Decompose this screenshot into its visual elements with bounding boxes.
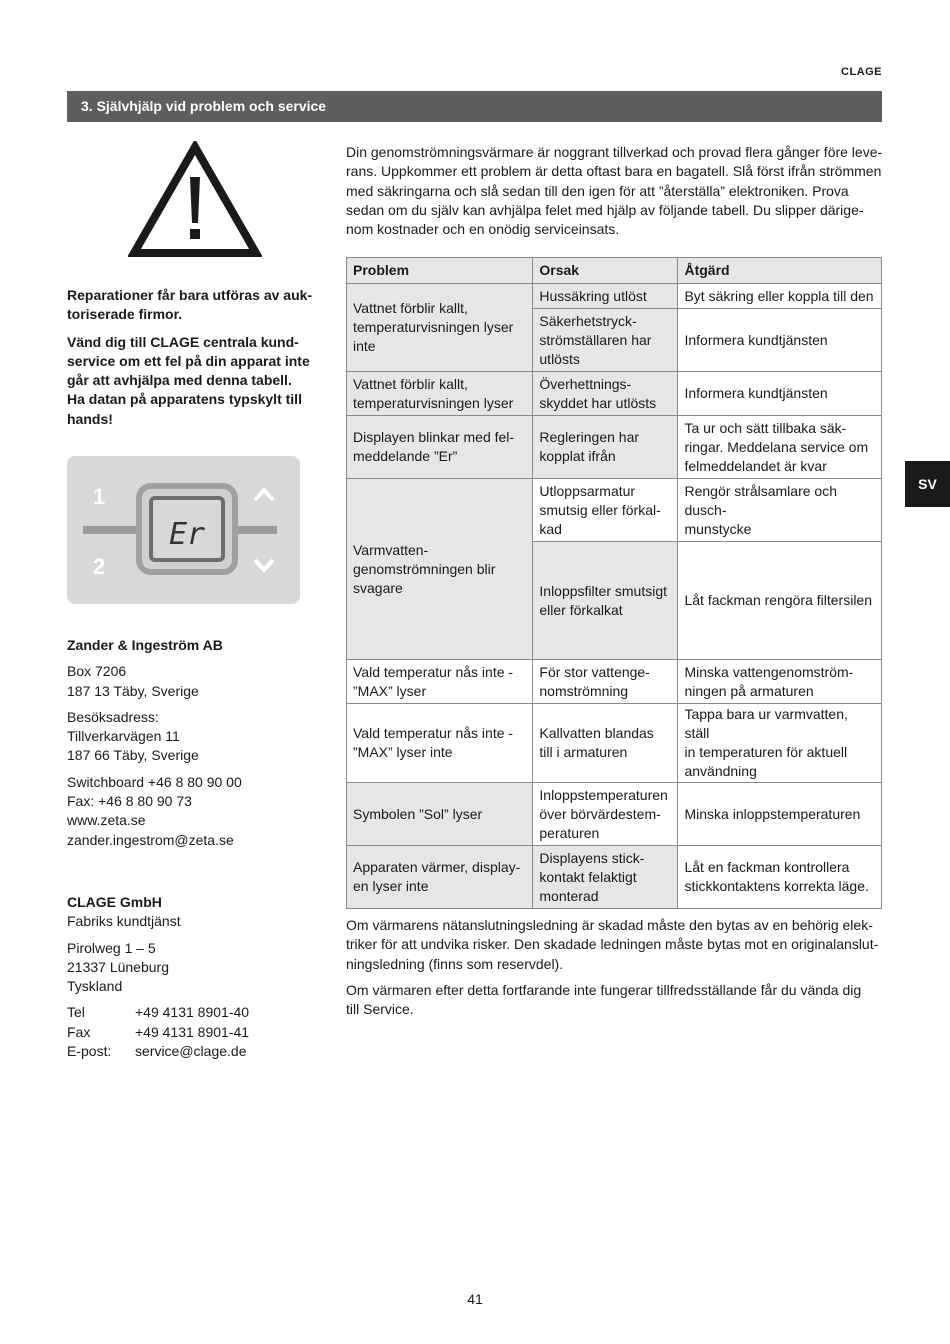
closing-note-1: Om värmarens nätanslutningsledning är skadad måste den bytas av en behörig elek- triker för att undvika risker. Den skadade ledningen måste bytas mot en originalanslut- ningsledning (finns som reservdel). (346, 917, 879, 972)
problem-cell: Apparaten värmer, display- en lyser inte (347, 846, 533, 909)
cause-cell: Hussäkring utlöst (533, 284, 678, 309)
cause-cell: Överhettnings- skyddet har utlösts (533, 372, 678, 416)
table-row (347, 783, 882, 846)
closing-notes (346, 916, 886, 1026)
chevron-down-icon (255, 560, 273, 570)
page-number: 41 (467, 1291, 483, 1307)
action-cell: Låt fackman rengöra filtersilen (678, 542, 882, 660)
brand-label: CLAGE (841, 66, 882, 78)
action-cell: Minska vattengenomström- ningen på armaturen (678, 660, 882, 704)
action-cell: Låt en fackman kontrollera stickkontaktens korrekta läge. (678, 846, 882, 909)
chevron-up-icon (255, 490, 273, 500)
table-row (347, 704, 882, 783)
contact-label: Tel (67, 1004, 85, 1021)
action-cell: Informera kundtjänsten (678, 309, 882, 372)
button-2-label: 2 (92, 554, 106, 579)
zander-postal: Box 7206 187 13 Täby, Sverige (67, 663, 199, 699)
button-1-label: 1 (92, 484, 106, 509)
table-row (347, 416, 882, 479)
language-tab: SV (905, 461, 950, 507)
action-cell: Byt säkring eller koppla till den (678, 284, 882, 309)
repair-note-2: Vänd dig till CLAGE centrala kund- service om ett fel på din apparat inte går att avhjälpa med denna tabell. Ha datan på apparatens typskylt till hands! (67, 333, 310, 427)
problem-cell: Displayen blinkar med fel- meddelande ”Er” (347, 416, 533, 479)
contact-row (67, 1003, 327, 1022)
contact-value: +49 4131 8901-40 (135, 1004, 250, 1021)
warning-triangle-icon (128, 141, 262, 259)
action-cell: Tappa bara ur varmvatten, ställ in temperaturen för aktuell användning (678, 704, 882, 783)
problem-cell: Vald temperatur nås inte - ”MAX” lyser (347, 660, 533, 704)
cause-cell: Displayens stick- kontakt felaktigt monterad (533, 846, 678, 909)
action-cell: Rengör strålsamlare och dusch- munstycke (678, 479, 882, 542)
cause-cell: Inloppsfilter smutsigt eller förkalkat (533, 542, 678, 660)
closing-note-2: Om värmaren efter detta fortfarande inte fungerar tillfredsställande får du vända dig till Service. (346, 981, 862, 1018)
table-row (347, 846, 882, 909)
troubleshooting-table (346, 257, 882, 909)
intro-paragraph: Din genomströmningsvärmare är noggrant tillverkad och provad flera gånger före leve- rans. Uppkommer ett problem är detta oftast bara en bagatell. Slå först ifrån strömmen med säkringarna och slå sedan till den igen för att ”återställa” elektroniken. Prova sedan om du själv kan avhjälpa felet med hjälp av följande tabell. Du slipper därige- nom kostnader och en onödig serviceinsats. (346, 144, 883, 238)
column-header-action: Åtgärd (678, 258, 882, 284)
clage-address (67, 893, 327, 1061)
zander-name: Zander & Ingeström AB (67, 637, 223, 653)
action-cell: Minska inloppstemperaturen (678, 783, 882, 846)
contact-value: service@clage.de (135, 1043, 247, 1060)
clage-name: CLAGE GmbH (67, 894, 162, 910)
contact-label: Fax (67, 1023, 91, 1040)
table-row (347, 372, 882, 416)
zander-contact: Switchboard +46 8 80 90 00 Fax: +46 8 80 90 73 www.zeta.se zander.ingestrom@zeta.se (67, 773, 242, 848)
problem-cell: Varmvatten- genomströmningen blir svagare (347, 479, 533, 660)
cause-cell: Utloppsarmatur smutsig eller förkal- kad (533, 479, 678, 542)
control-panel-display-icon (67, 456, 300, 604)
zander-address (67, 636, 327, 857)
action-cell: Ta ur och sätt tillbaka säk- ringar. Meddelana service om felmeddelandet är kvar (678, 416, 882, 479)
problem-cell: Vald temperatur nås inte - ”MAX” lyser inte (347, 704, 533, 783)
action-cell: Informera kundtjänsten (678, 372, 882, 416)
clage-dept: Fabriks kundtjänst (67, 913, 181, 930)
contact-row (67, 1023, 327, 1042)
cause-cell: För stor vattenge- nomströmning (533, 660, 678, 704)
cause-cell: Regleringen har kopplat ifrån (533, 416, 678, 479)
cause-cell: Inloppstemperaturen över börvärdestem- peraturen (533, 783, 678, 846)
contact-value: +49 4131 8901-41 (135, 1023, 250, 1040)
column-header-cause: Orsak (533, 258, 678, 284)
repair-note-1: Reparationer får bara utföras av auk- toriserade firmor. (67, 287, 313, 323)
problem-cell: Symbolen ”Sol” lyser (347, 783, 533, 846)
contact-label: E-post: (67, 1043, 112, 1060)
section-title: 3. Självhjälp vid problem och service (67, 91, 882, 122)
cause-cell: Säkerhetstryck- strömställaren har utlösts (533, 309, 678, 372)
display-readout: Er (168, 517, 206, 552)
problem-cell: Vattnet förblir kallt, temperaturvisningen lyser inte (347, 284, 533, 372)
clage-contacts (67, 1003, 327, 1061)
cause-cell: Kallvatten blandas till i armaturen (533, 704, 678, 783)
clage-postal: Pirolweg 1 – 5 21337 Lüneburg Tyskland (67, 939, 169, 995)
column-header-problem: Problem (347, 258, 533, 284)
problem-cell: Vattnet förblir kallt, temperaturvisningen lyser (347, 372, 533, 416)
repair-notice (67, 286, 323, 437)
table-row (347, 284, 882, 309)
table-header-row (347, 258, 882, 284)
zander-visit: Besöksadress: Tillverkarvägen 11 187 66 Täby, Sverige (67, 708, 199, 764)
table-row (347, 479, 882, 542)
contact-row (67, 1042, 327, 1061)
table-row (347, 660, 882, 704)
